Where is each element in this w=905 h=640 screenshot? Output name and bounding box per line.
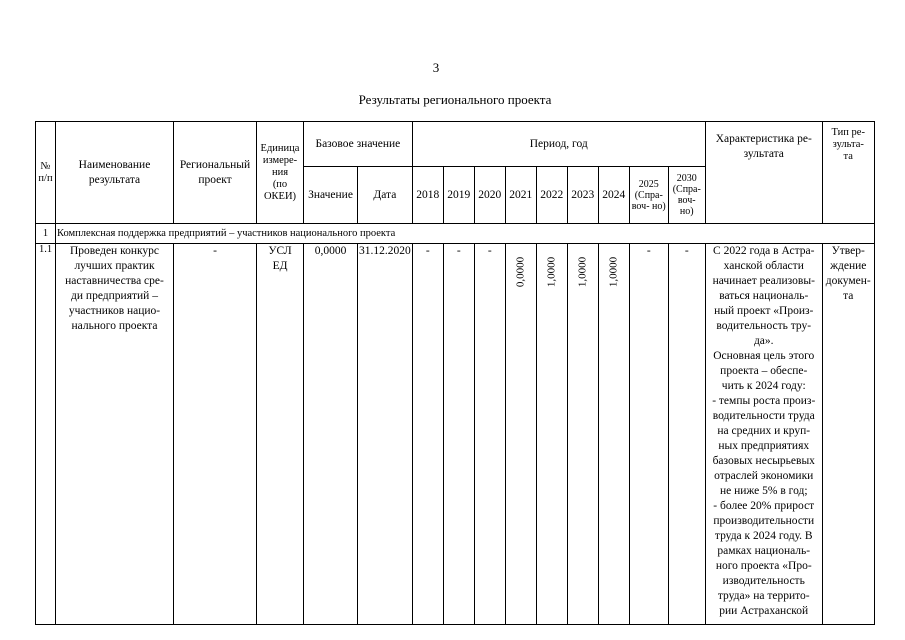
section-num: 1 [36, 224, 56, 244]
header-year-2018: 2018 [412, 167, 443, 224]
header-year-2020: 2020 [474, 167, 505, 224]
section-title: Комплексная поддержка предприятий – участников национального проекта [56, 224, 875, 244]
row-value-2021 [505, 244, 536, 625]
header-base-value: Базовое значение [304, 122, 413, 167]
row-result-type: Утвер- ждение докумен- та [822, 244, 874, 625]
header-period: Период, год [412, 122, 705, 167]
header-year-2025: 2025 (Спра- воч- но) [629, 167, 668, 224]
results-table [35, 121, 875, 625]
header-result-type: Тип ре- зульта- та [822, 122, 874, 224]
row-value-2024-text: 1,0000 [607, 256, 620, 288]
row-base-date: 31.12.2020 [358, 244, 413, 625]
header-name: Наименование результата [56, 122, 174, 224]
page-number: 3 [432, 60, 440, 75]
row-characteristic: С 2022 года в Астра- ханской области начинает реализовы- ваться националь- ный проект «Произ- водительность тру- да». Основная цель этого проекта – обеспе- чить к 2024 году: - темпы роста произ- водительности труда на средних и круп- ных предприятиях базовых несырьевых отраслей экономики не ниже 5% в год; - более 20% прирост производительности труда к 2024 году. В рамках националь- ного проекта «Про- изводительность труда» на террито- рии Астраханской [705, 244, 822, 625]
row-value-2018: - [412, 244, 443, 625]
row-value-2025: - [629, 244, 668, 625]
row-value-2021-text: 0,0000 [514, 256, 527, 288]
row-regional-project: - [174, 244, 257, 625]
header-year-2021: 2021 [505, 167, 536, 224]
row-base-value: 0,0000 [304, 244, 358, 625]
header-year-2030: 2030 (Спра- воч- но) [668, 167, 705, 224]
header-year-2023: 2023 [567, 167, 598, 224]
row-value-2022 [536, 244, 567, 625]
header-base-value-date: Дата [358, 167, 413, 224]
header-num: № п/п [36, 122, 56, 224]
header-year-2024: 2024 [598, 167, 629, 224]
row-value-2024 [598, 244, 629, 625]
row-value-2020: - [474, 244, 505, 625]
header-base-value-value: Значение [304, 167, 358, 224]
row-value-2030: - [668, 244, 705, 625]
header-regional-project: Региональный проект [174, 122, 257, 224]
row-value-2023-text: 1,0000 [576, 256, 589, 288]
row-value-2019: - [443, 244, 474, 625]
row-name: Проведен конкурс лучших практик наставничества сре- ди предприятий – участников нацио- нального проекта [56, 244, 174, 625]
row-value-2023 [567, 244, 598, 625]
header-year-2019: 2019 [443, 167, 474, 224]
row-num: 1.1 [36, 244, 56, 625]
header-characteristic: Характеристика ре- зультата [705, 122, 822, 224]
header-unit: Единица измере- ния (по ОКЕИ) [257, 122, 304, 224]
document-title: Результаты регионального проекта [358, 92, 552, 107]
row-value-2022-text: 1,0000 [545, 256, 558, 288]
header-year-2022: 2022 [536, 167, 567, 224]
row-unit: УСЛ ЕД [257, 244, 304, 625]
